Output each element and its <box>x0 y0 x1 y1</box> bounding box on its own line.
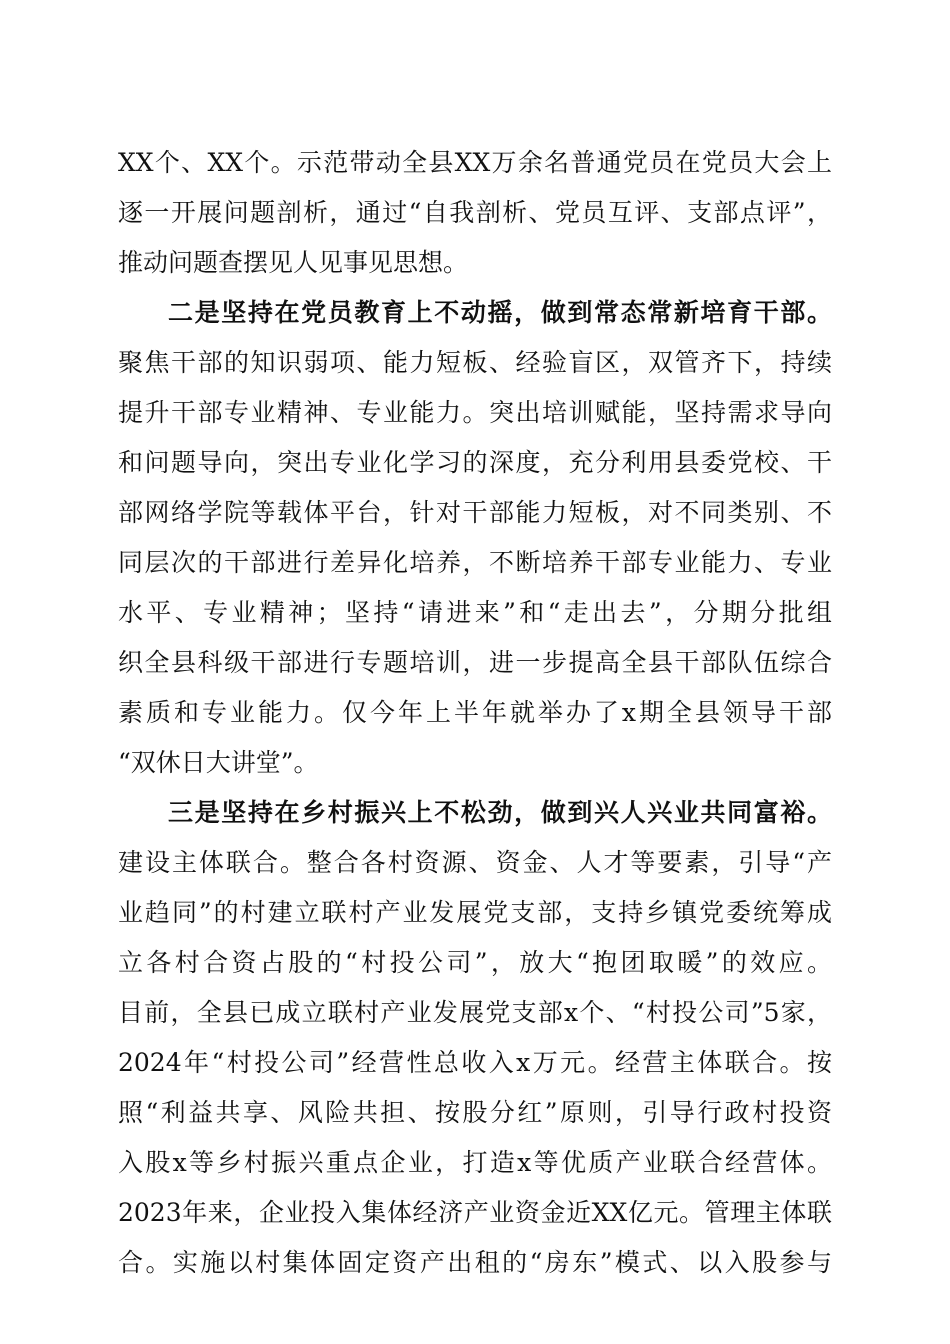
paragraph-2-line-3: 提升干部专业精神、专业能力。突出培训赋能，坚持需求导向 <box>118 398 832 427</box>
paragraph-1-line-2: 逐一开展问题剖析，通过“自我剖析、党员互评、支部点评”， <box>118 198 832 227</box>
paragraph-3-line-6: 2024年“村投公司”经营性总收入x万元。经营主体联合。按 <box>118 1048 832 1077</box>
paragraph-2-line-4: 和问题导向，突出专业化学习的深度，充分利用县委党校、干 <box>118 448 832 477</box>
paragraph-3-line-8: 入股x等乡村振兴重点企业，打造x等优质产业联合经营体。 <box>118 1148 832 1177</box>
paragraph-2-line-6: 同层次的干部进行差异化培养，不断培养干部专业能力、专业 <box>118 548 832 577</box>
paragraph-3-line-9: 2023年来，企业投入集体经济产业资金近XX亿元。管理主体联 <box>118 1198 832 1227</box>
paragraph-2-line-2: 聚焦干部的知识弱项、能力短板、经验盲区，双管齐下，持续 <box>118 348 832 377</box>
paragraph-2-line-10: “双休日大讲堂”。 <box>118 748 319 777</box>
paragraph-2-line-9: 素质和专业能力。仅今年上半年就举办了x期全县领导干部 <box>118 698 832 727</box>
paragraph-3-line-5: 目前，全县已成立联村产业发展党支部x个、“村投公司”5家， <box>118 998 832 1027</box>
paragraph-2-heading: 二是坚持在党员教育上不动摇，做到常态常新培育干部。 <box>168 298 832 327</box>
paragraph-2-line-5: 部网络学院等载体平台，针对干部能力短板，对不同类别、不 <box>118 498 832 527</box>
paragraph-3-line-4: 立各村合资占股的“村投公司”，放大“抱团取暖”的效应。 <box>118 948 832 977</box>
paragraph-3-line-2: 建设主体联合。整合各村资源、资金、人才等要素，引导“产 <box>118 848 832 877</box>
paragraph-3-heading: 三是坚持在乡村振兴上不松劲，做到兴人兴业共同富裕。 <box>168 798 832 827</box>
paragraph-1-line-3: 推动问题查摆见人见事见思想。 <box>118 248 469 277</box>
paragraph-3-line-3: 业趋同”的村建立联村产业发展党支部，支持乡镇党委统筹成 <box>118 898 832 927</box>
paragraph-2-line-7: 水平、专业精神；坚持“请进来”和“走出去”，分期分批组 <box>118 598 832 627</box>
paragraph-3-line-7: 照“利益共享、风险共担、按股分红”原则，引导行政村投资 <box>118 1098 832 1127</box>
paragraph-3-line-10: 合。实施以村集体固定资产出租的“房东”模式、以入股参与 <box>118 1248 832 1277</box>
paragraph-1-line-1: XX个、XX个。示范带动全县XX万余名普通党员在党员大会上 <box>118 148 832 177</box>
paragraph-2-line-8: 织全县科级干部进行专题培训，进一步提高全县干部队伍综合 <box>118 648 832 677</box>
